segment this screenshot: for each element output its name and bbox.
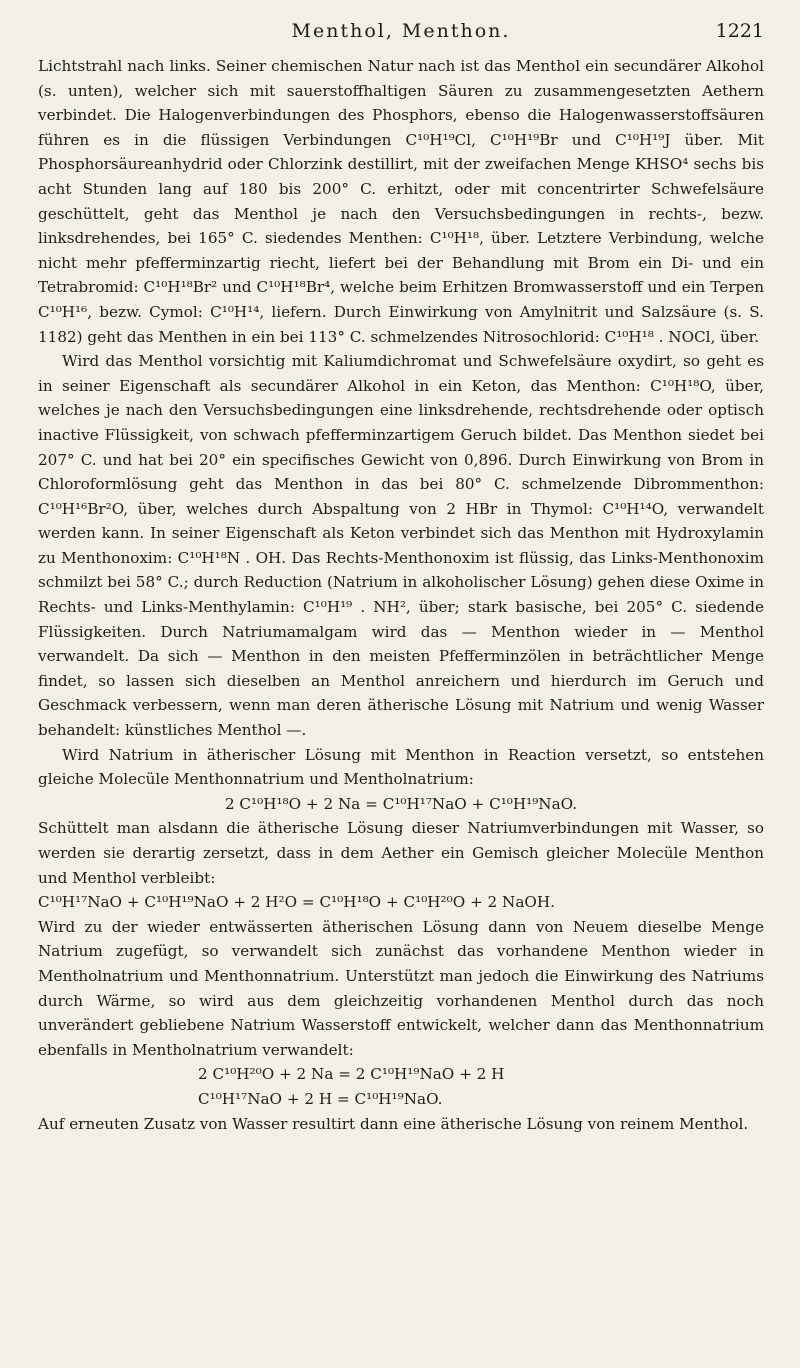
paragraph-menthon-oxidation: Wird das Menthol vorsichtig mit Kaliumdichromat und Schwefelsäure oxydirt, so geht es in seiner Eigenschaft als secundärer Alkohol in ein Keton, das Menthon: C¹⁰H¹⁸O, über, welches je nach den Versuchsbedingungen eine linksdrehende, rechtsdrehende oder optisch inactive Flüssigkeit, von schwach pfefferminzartigem Geruch bildet. Das Menthon siedet bei 207° C. und hat bei 20° ein specifisches Gewicht von 0,896. Durch Einwirkung von Brom in Chloroformlösung geht das Menthon in das bei 80° C. schmelzende Dibrommenthon: C¹⁰H¹⁶Br²O, über, welches durch Abspaltung von 2 HBr in Thymol: C¹⁰H¹⁴O, verwandelt werden kann. In seiner Eigenschaft als Keton verbindet sich das Menthon mit Hydroxylamin zu Menthonoxim: C¹⁰H¹⁸N . OH. Das Rechts-Menthonoxim ist flüssig, das Links-Menthonoxim schmilzt bei 58° C.; durch Reduction (Natrium in alkoholischer Lösung) gehen diese Oxime in Rechts- und Links-Menthylamin: C¹⁰H¹⁹ . NH², über; stark basische, bei 205° C. siedende Flüssigkeiten. Durch Natriumamalgam wird das — Menthon wieder in — Menthol verwandelt. Da sich — Menthon in den meisten Pfefferminzölen in beträchtlicher Menge findet, so lassen sich dieselben an Menthol anreichern und hierdurch im Geruch und Geschmack verbessern, wenn man deren ätherische Lösung mit Natrium und wenig Wasser behandelt: künstliches Menthol —.: [38, 352, 764, 740]
running-title: Menthol, Menthon.: [291, 20, 511, 42]
paragraph-pure-menthol: Auf erneuten Zusatz von Wasser resultirt dann eine ätherische Lösung von reinem Menthol.: [38, 1114, 749, 1133]
paragraph-water-decomposition: Schüttelt man alsdann die ätherische Lösung dieser Natriumverbindungen mit Wasser, so werden sie derartig zersetzt, dass in dem Aether ein Gemisch gleicher Molecüle Menthon und Menthol verbleibt:: [38, 819, 764, 887]
equation-menthonnatrium-reduction: C¹⁰H¹⁷NaO + 2 H = C¹⁰H¹⁹NaO.: [198, 1089, 443, 1108]
page-number: 1221: [715, 20, 764, 42]
equation-sodium-reaction: 2 C¹⁰H¹⁸O + 2 Na = C¹⁰H¹⁷NaO + C¹⁰H¹⁹NaO.: [224, 794, 578, 813]
paragraph-menthol-nature: Lichtstrahl nach links. Seiner chemischen Natur nach ist das Menthol ein secundärer Alkohol (s. unten), welcher sich mit sauerstoffhaltigen Säuren zu zusammengesetzten Aethern verbindet. Die Halogenverbindungen des Phosphors, ebenso die Halogenwasserstoffsäuren führen es in die flüssigen Verbindungen C¹⁰H¹⁹Cl, C¹⁰H¹⁹Br und C¹⁰H¹⁹J über. Mit Phosphorsäureanhydrid oder Chlorzink destillirt, mit der zweifachen Menge KHSO⁴ sechs bis acht Stunden lang auf 180 bis 200° C. erhitzt, oder mit concentrirter Schwefelsäure geschüttelt, geht das Menthol je nach den Versuchsbedingungen in rechts-, bezw. linksdrehendes, bei 165° C. siedendes Menthen: C¹⁰H¹⁸, über. Letztere Verbindung, welche nicht mehr pfefferminzartig riecht, liefert bei der Behandlung mit Brom ein Di- und ein Tetrabromid: C¹⁰H¹⁸Br² und C¹⁰H¹⁸Br⁴, welche beim Erhitzen Bromwasserstoff und ein Terpen C¹⁰H¹⁶, bezw. Cymol: C¹⁰H¹⁴, liefern. Durch Einwirkung von Amylnitrit und Salzsäure (s. S. 1182) geht das Menthen in ein bei 113° C. schmelzendes Nitrosochlorid: C¹⁰H¹⁸ . NOCl, über.: [38, 57, 764, 346]
equation-hydrogen-evolution: 2 C¹⁰H²⁰O + 2 Na = 2 C¹⁰H¹⁹NaO + 2 H: [198, 1065, 505, 1084]
equation-water-decomposition: C¹⁰H¹⁷NaO + C¹⁰H¹⁹NaO + 2 H²O = C¹⁰H¹⁸O + C¹⁰H²⁰O + 2 NaOH.: [38, 893, 555, 912]
paragraph-sodium-reaction: Wird Natrium in ätherischer Lösung mit Menthon in Reaction versetzt, so entstehen gleiche Molecüle Menthonnatrium und Mentholnatrium:: [38, 745, 764, 789]
page-header: [38, 16, 764, 54]
paragraph-repeat-sodium: Wird zu der wieder entwässerten ätherischen Lösung dann von Neuem dieselbe Menge Natrium zugefügt, so verwandelt sich zunächst das vorhandene Menthon wieder in Mentholnatrium und Menthonnatrium. Unterstützt man jedoch die Einwirkung des Natriums durch Wärme, so wird aus dem gleichzeitig vorhandenen Menthol durch das noch unverändert gebliebene Natrium Wasserstoff entwickelt, welcher dann das Menthonnatrium ebenfalls in Mentholnatrium verwandelt:: [38, 917, 764, 1059]
